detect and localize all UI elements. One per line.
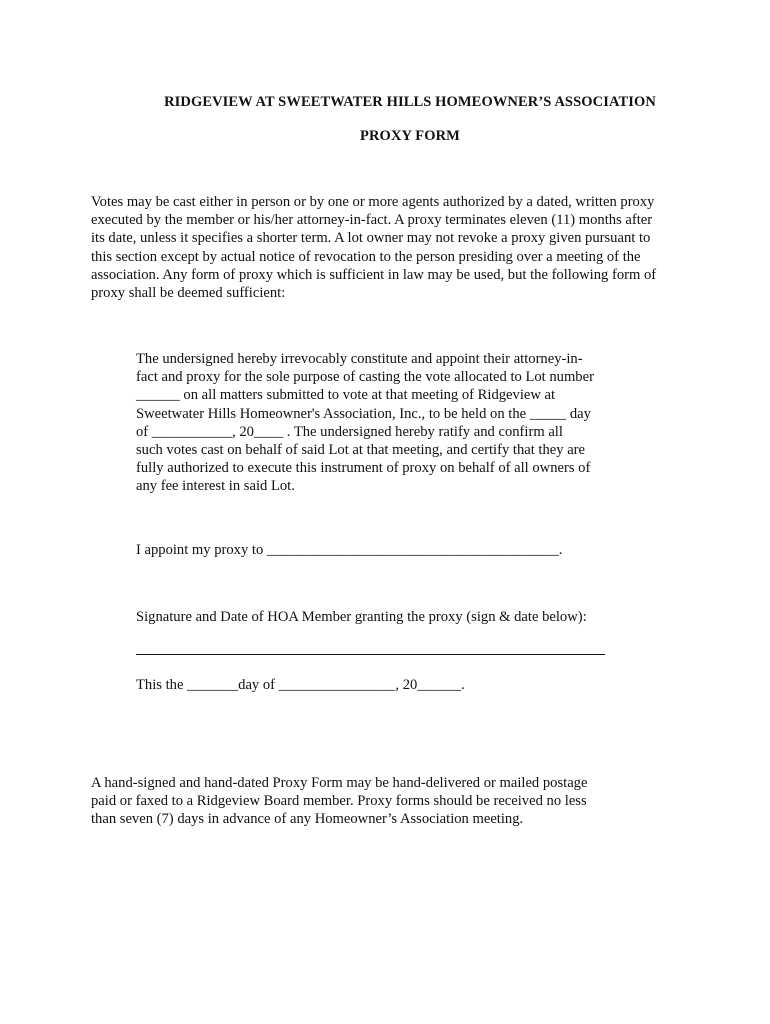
footer-line: paid or faxed to a Ridgeview Board member. Proxy forms should be received no less <box>91 793 587 810</box>
proxy-line: The undersigned hereby irrevocably constitute and appoint their attorney-in- <box>136 351 583 367</box>
footer-line: A hand-signed and hand-dated Proxy Form may be hand-delivered or mailed postage <box>91 775 588 791</box>
appoint-proxy-field: I appoint my proxy to ________________________________________. <box>136 542 563 558</box>
intro-line: proxy shall be deemed sufficient: <box>91 285 286 302</box>
intro-paragraph <box>91 193 691 302</box>
proxy-line: Sweetwater Hills Homeowner's Association, Inc., to be held on the _____ day <box>136 405 591 422</box>
intro-line: association. Any form of proxy which is sufficient in law may be used, but the following form of <box>91 266 657 283</box>
intro-line: executed by the member or his/her attorney-in-fact. A proxy terminates eleven (11) months after <box>91 212 653 229</box>
association-title: RIDGEVIEW AT SWEETWATER HILLS HOMEOWNER’S ASSOCIATION <box>164 94 656 110</box>
proxy-line: ______ on all matters submitted to vote at that meeting of Ridgeview at <box>136 387 556 404</box>
proxy-line: fact and proxy for the sole purpose of casting the vote allocated to Lot number <box>136 369 594 386</box>
proxy-statement <box>136 350 636 496</box>
form-title: PROXY FORM <box>360 128 460 144</box>
signature-label: Signature and Date of HOA Member granting the proxy (sign & date below): <box>136 609 587 625</box>
intro-line: its date, unless it specifies a shorter term. A lot owner may not revoke a proxy given pursuant to <box>91 230 651 247</box>
footer-paragraph <box>91 774 691 829</box>
date-field: This the _______day of ________________, 20______. <box>136 677 465 693</box>
signature-line <box>136 654 605 655</box>
proxy-line: such votes cast on behalf of said Lot at that meeting, and certify that they are <box>136 442 586 459</box>
footer-line: than seven (7) days in advance of any Homeowner’s Association meeting. <box>91 811 524 828</box>
proxy-line: any fee interest in said Lot. <box>136 478 295 495</box>
proxy-line: of ___________, 20____ . The undersigned hereby ratify and confirm all <box>136 423 563 440</box>
intro-line: Votes may be cast either in person or by one or more agents authorized by a dated, written proxy <box>91 194 655 210</box>
intro-line: this section except by actual notice of revocation to the person presiding over a meeting of the <box>91 248 641 265</box>
proxy-line: fully authorized to execute this instrument of proxy on behalf of all owners of <box>136 460 591 477</box>
